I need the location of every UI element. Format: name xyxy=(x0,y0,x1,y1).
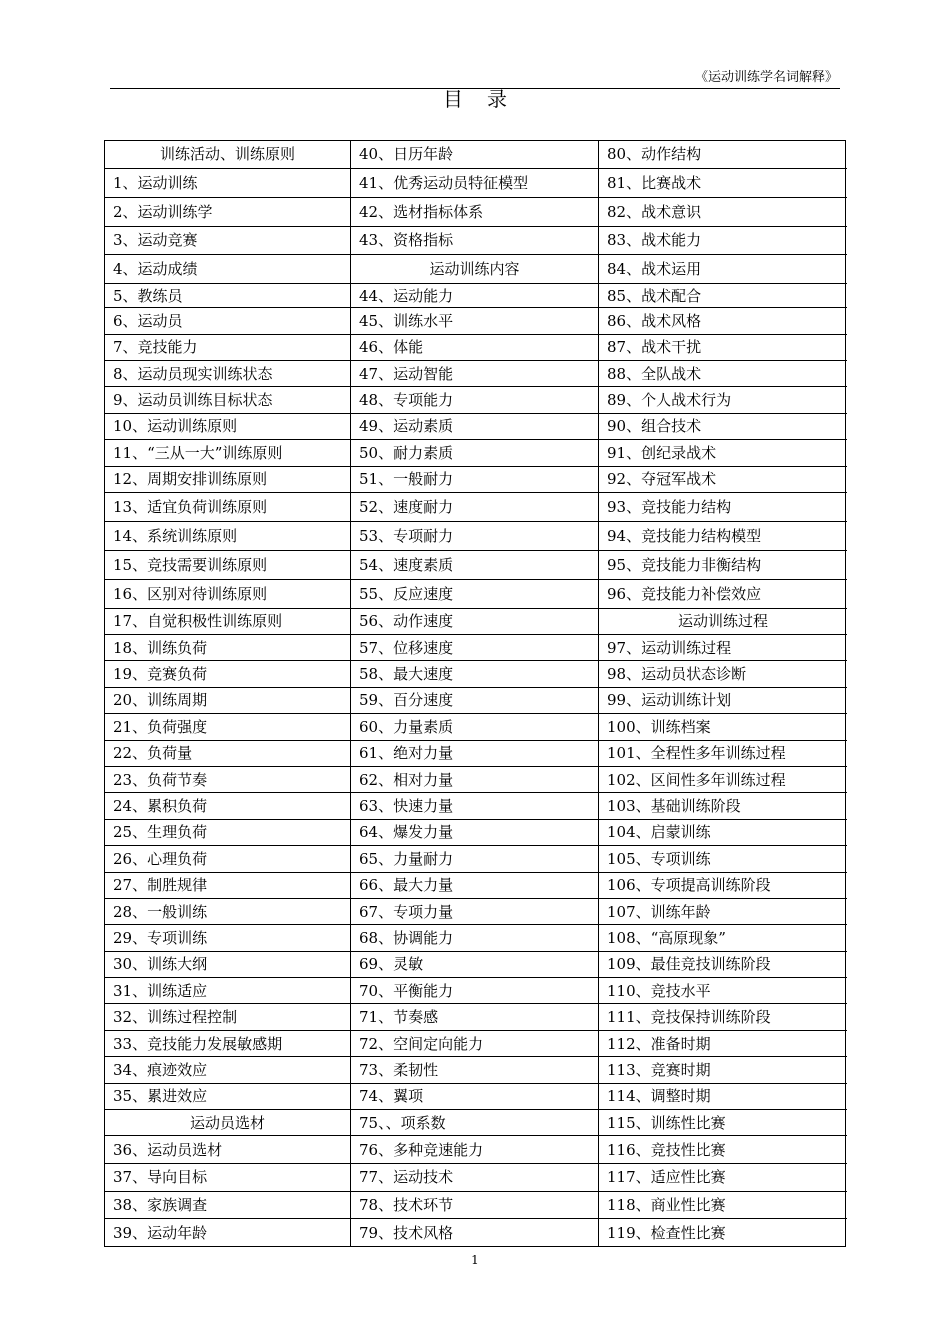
toc-entry: 84、战术运用 xyxy=(599,255,847,284)
toc-entry: 97、运动训练过程 xyxy=(599,635,847,661)
toc-entry: 1、运动训练 xyxy=(105,169,350,198)
toc-entry: 99、运动训练计划 xyxy=(599,688,847,714)
toc-entry: 56、动作速度 xyxy=(351,609,598,635)
toc-entry: 59、百分速度 xyxy=(351,688,598,714)
toc-entry: 62、相对力量 xyxy=(351,767,598,793)
toc-entry: 30、训练大纲 xyxy=(105,952,350,978)
toc-entry: 85、战术配合 xyxy=(599,284,847,308)
toc-column-2 xyxy=(351,141,599,1246)
toc-entry: 105、专项训练 xyxy=(599,846,847,872)
table-of-contents xyxy=(104,140,846,1247)
toc-entry: 34、痕迹效应 xyxy=(105,1057,350,1083)
toc-entry: 53、专项耐力 xyxy=(351,522,598,551)
toc-entry: 12、周期安排训练原则 xyxy=(105,467,350,493)
toc-entry: 78、技术环节 xyxy=(351,1192,598,1220)
toc-entry: 19、竞赛负荷 xyxy=(105,661,350,687)
toc-entry: 114、调整时期 xyxy=(599,1084,847,1110)
toc-entry: 101、全程性多年训练过程 xyxy=(599,741,847,767)
toc-entry: 7、竞技能力 xyxy=(105,335,350,361)
toc-entry: 96、竞技能力补偿效应 xyxy=(599,580,847,609)
toc-entry: 23、负荷节奏 xyxy=(105,767,350,793)
toc-entry: 102、区间性多年训练过程 xyxy=(599,767,847,793)
toc-entry: 103、基础训练阶段 xyxy=(599,793,847,819)
toc-entry: 26、心理负荷 xyxy=(105,846,350,872)
toc-entry: 55、反应速度 xyxy=(351,580,598,609)
toc-entry: 77、运动技术 xyxy=(351,1164,598,1192)
toc-entry: 5、教练员 xyxy=(105,284,350,308)
toc-entry: 93、竞技能力结构 xyxy=(599,493,847,522)
toc-entry: 76、多种竞速能力 xyxy=(351,1136,598,1164)
toc-entry: 64、爆发力量 xyxy=(351,820,598,846)
toc-entry: 87、战术干扰 xyxy=(599,335,847,361)
page-number: 1 xyxy=(471,1253,479,1267)
toc-entry: 118、商业性比赛 xyxy=(599,1192,847,1220)
toc-entry: 11、“三从一大”训练原则 xyxy=(105,440,350,466)
toc-entry: 65、力量耐力 xyxy=(351,846,598,872)
toc-entry: 92、夺冠军战术 xyxy=(599,467,847,493)
toc-entry: 71、节奏感 xyxy=(351,1004,598,1030)
toc-entry: 104、启蒙训练 xyxy=(599,820,847,846)
toc-section-heading: 运动训练过程 xyxy=(599,609,847,635)
toc-entry: 82、战术意识 xyxy=(599,198,847,227)
toc-entry: 40、日历年龄 xyxy=(351,141,598,169)
toc-column-3 xyxy=(599,141,847,1246)
toc-entry: 79、技术风格 xyxy=(359,1223,454,1242)
toc-entry: 117、适应性比赛 xyxy=(599,1164,847,1192)
running-header-title: 《运动训练学名词解释》 xyxy=(694,70,838,85)
toc-entry: 24、累积负荷 xyxy=(105,793,350,819)
toc-entry: 2、运动训练学 xyxy=(105,198,350,227)
toc-entry: 106、专项提高训练阶段 xyxy=(599,873,847,899)
toc-entry: 113、竞赛时期 xyxy=(599,1057,847,1083)
toc-entry: 91、创纪录战术 xyxy=(599,440,847,466)
toc-entry: 70、平衡能力 xyxy=(351,978,598,1004)
toc-entry: 75、、项系数 xyxy=(351,1110,598,1136)
toc-entry: 29、专项训练 xyxy=(105,925,350,951)
toc-entry: 44、运动能力 xyxy=(351,284,598,308)
toc-entry: 32、训练过程控制 xyxy=(105,1004,350,1030)
toc-entry: 61、绝对力量 xyxy=(351,741,598,767)
toc-entry: 109、最佳竞技训练阶段 xyxy=(599,952,847,978)
toc-entry: 60、力量素质 xyxy=(351,714,598,740)
toc-entry: 89、个人战术行为 xyxy=(599,387,847,413)
toc-entry: 37、导向目标 xyxy=(105,1164,350,1192)
toc-entry: 49、运动素质 xyxy=(351,414,598,440)
toc-entry: 35、累进效应 xyxy=(105,1084,350,1110)
toc-entry: 95、竞技能力非衡结构 xyxy=(599,551,847,580)
toc-entry: 86、战术风格 xyxy=(599,308,847,334)
toc-entry: 80、动作结构 xyxy=(599,141,847,169)
toc-entry: 50、耐力素质 xyxy=(351,440,598,466)
toc-entry: 72、空间定向能力 xyxy=(351,1031,598,1057)
toc-column-1 xyxy=(105,141,351,1246)
toc-entry: 28、一般训练 xyxy=(105,899,350,925)
toc-entry: 27、制胜规律 xyxy=(105,873,350,899)
toc-entry: 6、运动员 xyxy=(105,308,350,334)
toc-entry: 57、位移速度 xyxy=(351,635,598,661)
toc-entry: 48、专项能力 xyxy=(351,387,598,413)
toc-entry: 3、运动竞赛 xyxy=(105,227,350,256)
toc-section-heading: 训练活动、训练原则 xyxy=(105,141,350,169)
toc-entry: 38、家族调查 xyxy=(105,1192,350,1220)
toc-entry: 42、选材指标体系 xyxy=(351,198,598,227)
toc-entry: 54、速度素质 xyxy=(351,551,598,580)
toc-entry: 110、竞技水平 xyxy=(599,978,847,1004)
toc-entry: 31、训练适应 xyxy=(105,978,350,1004)
toc-entry: 22、负荷量 xyxy=(105,741,350,767)
toc-entry: 116、竞技性比赛 xyxy=(599,1136,847,1164)
toc-entry: 36、运动员选材 xyxy=(105,1136,350,1164)
toc-entry: 13、适宜负荷训练原则 xyxy=(105,493,350,522)
toc-entry: 16、区别对待训练原则 xyxy=(105,580,350,609)
toc-entry: 73、柔韧性 xyxy=(351,1057,598,1083)
toc-entry: 67、专项力量 xyxy=(351,899,598,925)
toc-entry: 90、组合技术 xyxy=(599,414,847,440)
toc-entry: 74、翼项 xyxy=(351,1084,598,1110)
toc-entry: 15、竞技需要训练原则 xyxy=(105,551,350,580)
toc-entry: 4、运动成绩 xyxy=(105,255,350,284)
toc-section-heading: 运动员选材 xyxy=(105,1110,350,1136)
toc-entry: 112、准备时期 xyxy=(599,1031,847,1057)
toc-entry: 107、训练年龄 xyxy=(599,899,847,925)
toc-entry: 111、竞技保持训练阶段 xyxy=(599,1004,847,1030)
toc-entry: 39、运动年龄 xyxy=(113,1223,208,1242)
toc-section-heading: 运动训练内容 xyxy=(351,255,598,284)
toc-entry: 69、灵敏 xyxy=(351,952,598,978)
toc-entry: 20、训练周期 xyxy=(105,688,350,714)
toc-entry: 81、比赛战术 xyxy=(599,169,847,198)
toc-entry: 9、运动员训练目标状态 xyxy=(105,387,350,413)
toc-entry: 25、生理负荷 xyxy=(105,820,350,846)
page-title: 目录 xyxy=(443,87,531,111)
toc-entry: 18、训练负荷 xyxy=(105,635,350,661)
toc-entry: 100、训练档案 xyxy=(599,714,847,740)
toc-entry: 33、竞技能力发展敏感期 xyxy=(105,1031,350,1057)
toc-entry: 51、一般耐力 xyxy=(351,467,598,493)
toc-entry: 58、最大速度 xyxy=(351,661,598,687)
toc-entry: 63、快速力量 xyxy=(351,793,598,819)
toc-entry: 52、速度耐力 xyxy=(351,493,598,522)
toc-entry: 47、运动智能 xyxy=(351,361,598,387)
toc-entry: 115、训练性比赛 xyxy=(599,1110,847,1136)
toc-entry: 88、全队战术 xyxy=(599,361,847,387)
toc-entry: 46、体能 xyxy=(351,335,598,361)
toc-entry: 10、运动训练原则 xyxy=(105,414,350,440)
toc-entry: 14、系统训练原则 xyxy=(105,522,350,551)
toc-entry: 66、最大力量 xyxy=(351,873,598,899)
toc-entry: 43、资格指标 xyxy=(351,227,598,256)
toc-entry: 119、检查性比赛 xyxy=(607,1223,726,1242)
toc-entry: 68、协调能力 xyxy=(351,925,598,951)
toc-entry: 8、运动员现实训练状态 xyxy=(105,361,350,387)
toc-entry: 45、训练水平 xyxy=(351,308,598,334)
toc-entry: 21、负荷强度 xyxy=(105,714,350,740)
toc-entry: 98、运动员状态诊断 xyxy=(599,661,847,687)
toc-entry: 41、优秀运动员特征模型 xyxy=(351,169,598,198)
toc-entry: 94、竞技能力结构模型 xyxy=(599,522,847,551)
toc-entry: 108、“高原现象” xyxy=(599,925,847,951)
toc-entry: 83、战术能力 xyxy=(599,227,847,256)
toc-entry: 17、自觉积极性训练原则 xyxy=(105,609,350,635)
